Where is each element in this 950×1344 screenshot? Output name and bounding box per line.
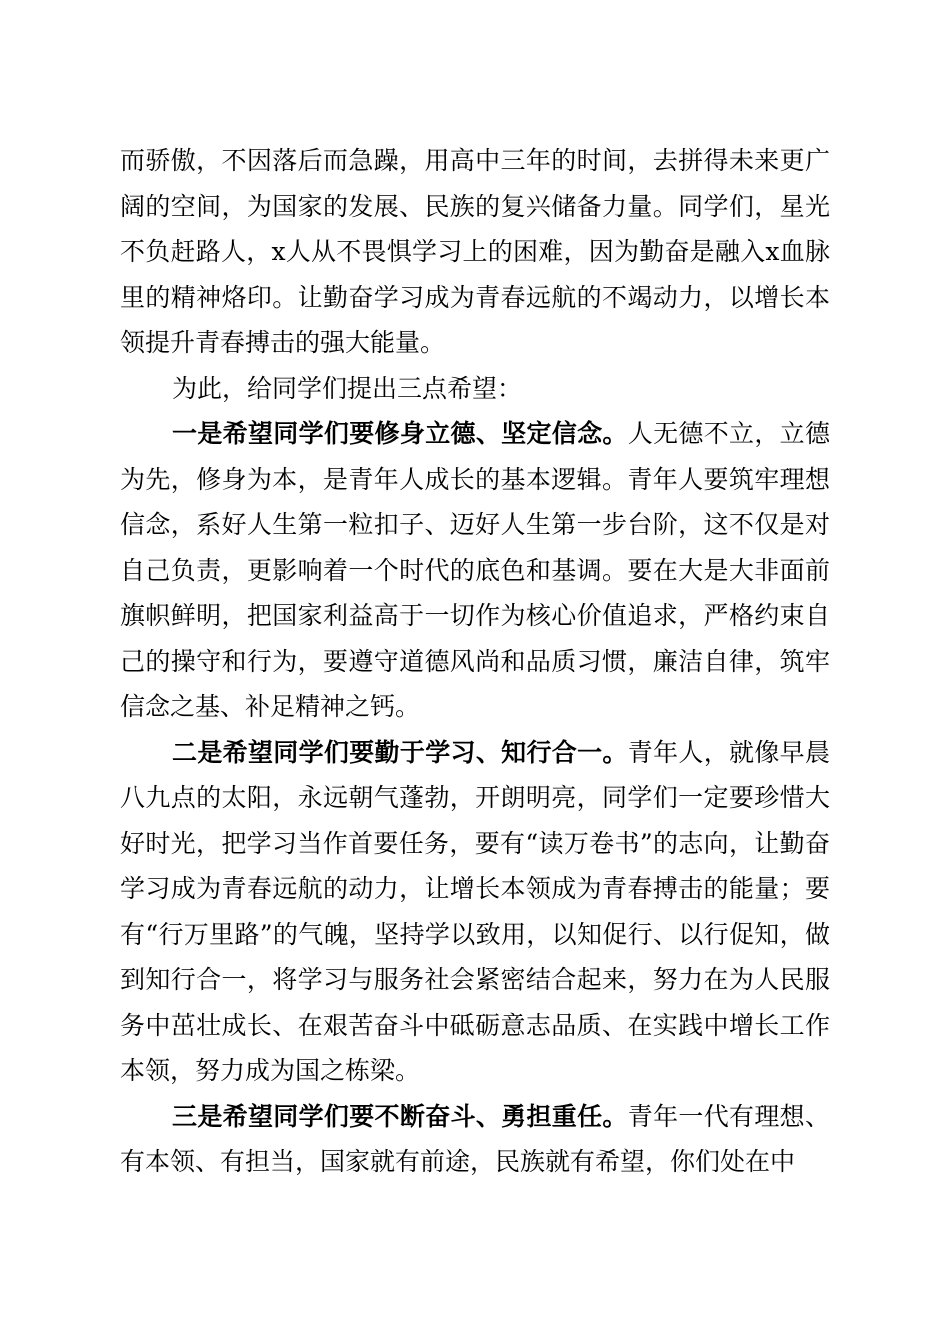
paragraph-intro xyxy=(120,366,830,412)
paragraph-heading: 二是希望同学们要勤于学习、知行合一。 xyxy=(172,737,628,767)
paragraph-hope-one xyxy=(120,411,830,730)
document-body xyxy=(120,138,830,1185)
paragraph-text: 青年一代有理想、有本领、有担当，国家就有前途，民族就有希望，你们处在中 xyxy=(120,1101,830,1176)
paragraph-hope-two xyxy=(120,730,830,1094)
paragraph-text: 青年人，就像早晨八九点的太阳，永远朝气蓬勃，开朗明亮，同学们一定要珍惜大好时光，把学习当作首要任务，要有“读万卷书”的志向，让勤奋学习成为青春远航的动力，让增长本领成为青春搏击的能量；要有“行万里路”的气魄，坚持学以致用，以知促行、以行促知，做到知行合一，将学习与服务社会紧密结合起来，努力在为人民服务中茁壮成长、在艰苦奋斗中砥砺意志品质、在实践中增长工作本领，努力成为国之栋梁。 xyxy=(120,737,830,1085)
paragraph-heading: 三是希望同学们要不断奋斗、勇担重任。 xyxy=(172,1101,628,1131)
paragraph-text: 而骄傲，不因落后而急躁，用高中三年的时间，去拼得未来更广阔的空间，为国家的发展、民族的复兴储备力量。同学们，星光不负赶路人，x人从不畏惧学习上的困难，因为勤奋是融入x血脉里的精神烙印。让勤奋学习成为青春远航的不竭动力，以增长本领提升青春搏击的强大能量。 xyxy=(120,146,830,357)
paragraph-heading: 一是希望同学们要修身立德、坚定信念。 xyxy=(172,419,628,448)
paragraph-hope-three xyxy=(120,1094,830,1185)
paragraph-continuation xyxy=(120,138,830,366)
paragraph-text: 人无德不立，立德为先，修身为本，是青年人成长的基本逻辑。青年人要筑牢理想信念，系好人生第一粒扣子、迈好人生第一步台阶，这不仅是对自己负责，更影响着一个时代的底色和基调。要在大是大非面前旗帜鲜明，把国家利益高于一切作为核心价值追求，严格约束自己的操守和行为，要遵守道德风尚和品质习惯，廉洁自律，筑牢信念之基、补足精神之钙。 xyxy=(120,419,830,721)
paragraph-text: 为此，给同学们提出三点希望： xyxy=(172,373,523,403)
